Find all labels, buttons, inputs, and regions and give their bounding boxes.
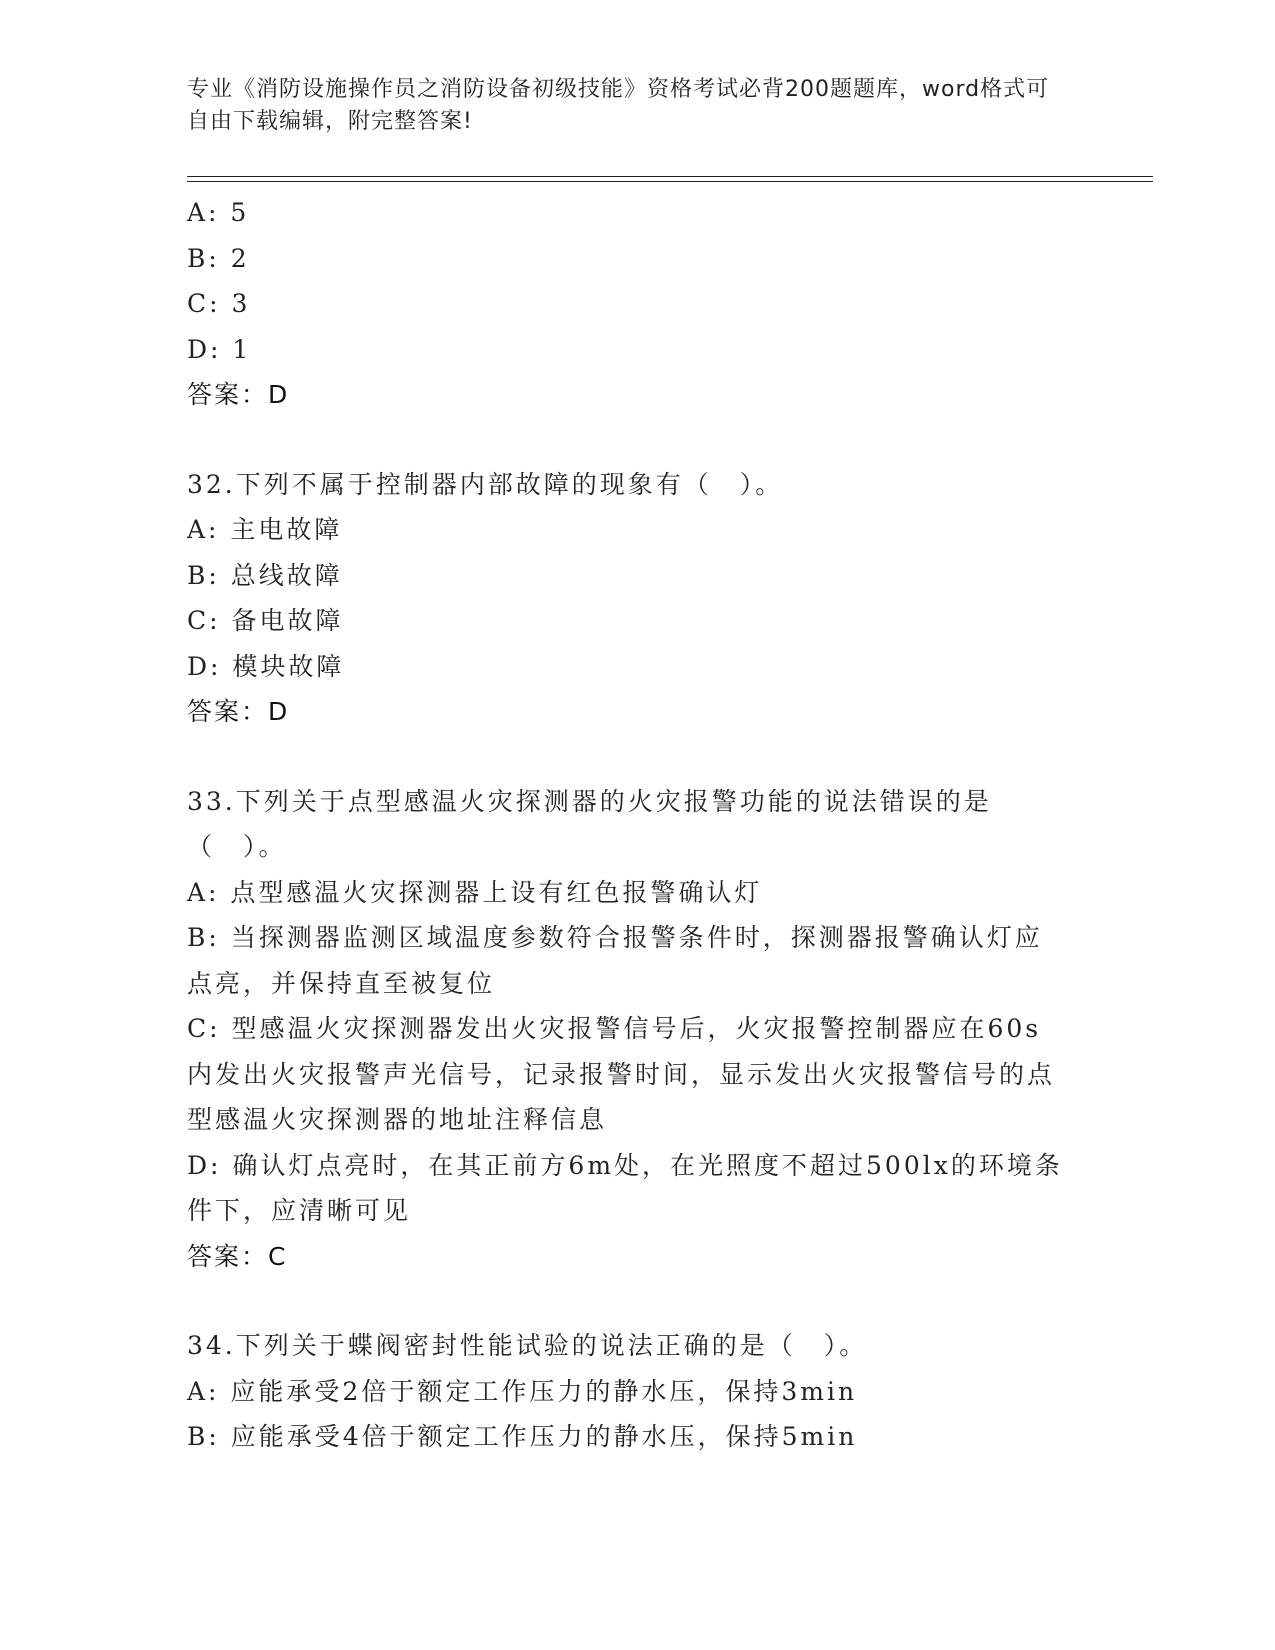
answer: 答案：C: [187, 1241, 288, 1271]
option-a: A: 5: [187, 198, 250, 227]
option-d: D: 模块故障: [187, 651, 345, 681]
question-32: [187, 462, 1067, 735]
question-33: [187, 779, 1067, 1280]
answer: 答案：D: [187, 380, 290, 409]
question-text: 34.下列关于蝶阀密封性能试验的说法正确的是（ ）。: [187, 1331, 868, 1360]
option-d: D: 确认灯点亮时，在其正前方6m处，在光照度不超过500lx的环境条件下，应清晰可见: [187, 1150, 1063, 1225]
document-header: 专业《消防设施操作员之消防设备初级技能》资格考试必背200题题库，word格式可自由下载编辑，附完整答案!: [187, 77, 1050, 134]
answer: 答案：D: [187, 697, 290, 726]
option-c: C: 3: [187, 289, 251, 318]
option-b: B: 2: [187, 243, 250, 273]
spacer: [187, 418, 1067, 462]
question-text: 33.下列关于点型感温火灾探测器的火灾报警功能的说法错误的是（ ）。: [187, 786, 992, 861]
option-a: A: 应能承受2倍于额定工作压力的静水压，保持3min: [187, 1376, 858, 1406]
question-34: [187, 1323, 1067, 1460]
option-b: B: 总线故障: [187, 560, 343, 590]
spacer: [187, 735, 1067, 779]
header-divider-bottom: [187, 181, 1153, 182]
option-b: B: 当探测器监测区域温度参数符合报警条件时，探测器报警确认灯应点亮，并保持直至被复位: [187, 923, 1043, 998]
option-c: C: 型感温火灾探测器发出火灾报警信号后，火灾报警控制器应在60s内发出火灾报警声光信号，记录报警时间，显示发出火灾报警信号的点型感温火灾探测器的地址注释信息: [187, 1014, 1056, 1134]
option-c: C: 备电故障: [187, 606, 344, 635]
option-a: A: 主电故障: [187, 515, 343, 544]
question-text: 32.下列不属于控制器内部故障的现象有（ ）。: [187, 469, 784, 499]
option-a: A: 点型感温火灾探测器上设有红色报警确认灯: [187, 877, 763, 907]
question-list: [187, 190, 1067, 1460]
question-31: [187, 190, 1067, 418]
header-divider-top: [187, 176, 1153, 177]
spacer: [187, 1279, 1067, 1323]
option-b: B: 应能承受4倍于额定工作压力的静水压，保持5min: [187, 1422, 858, 1451]
option-d: D: 1: [187, 334, 252, 364]
